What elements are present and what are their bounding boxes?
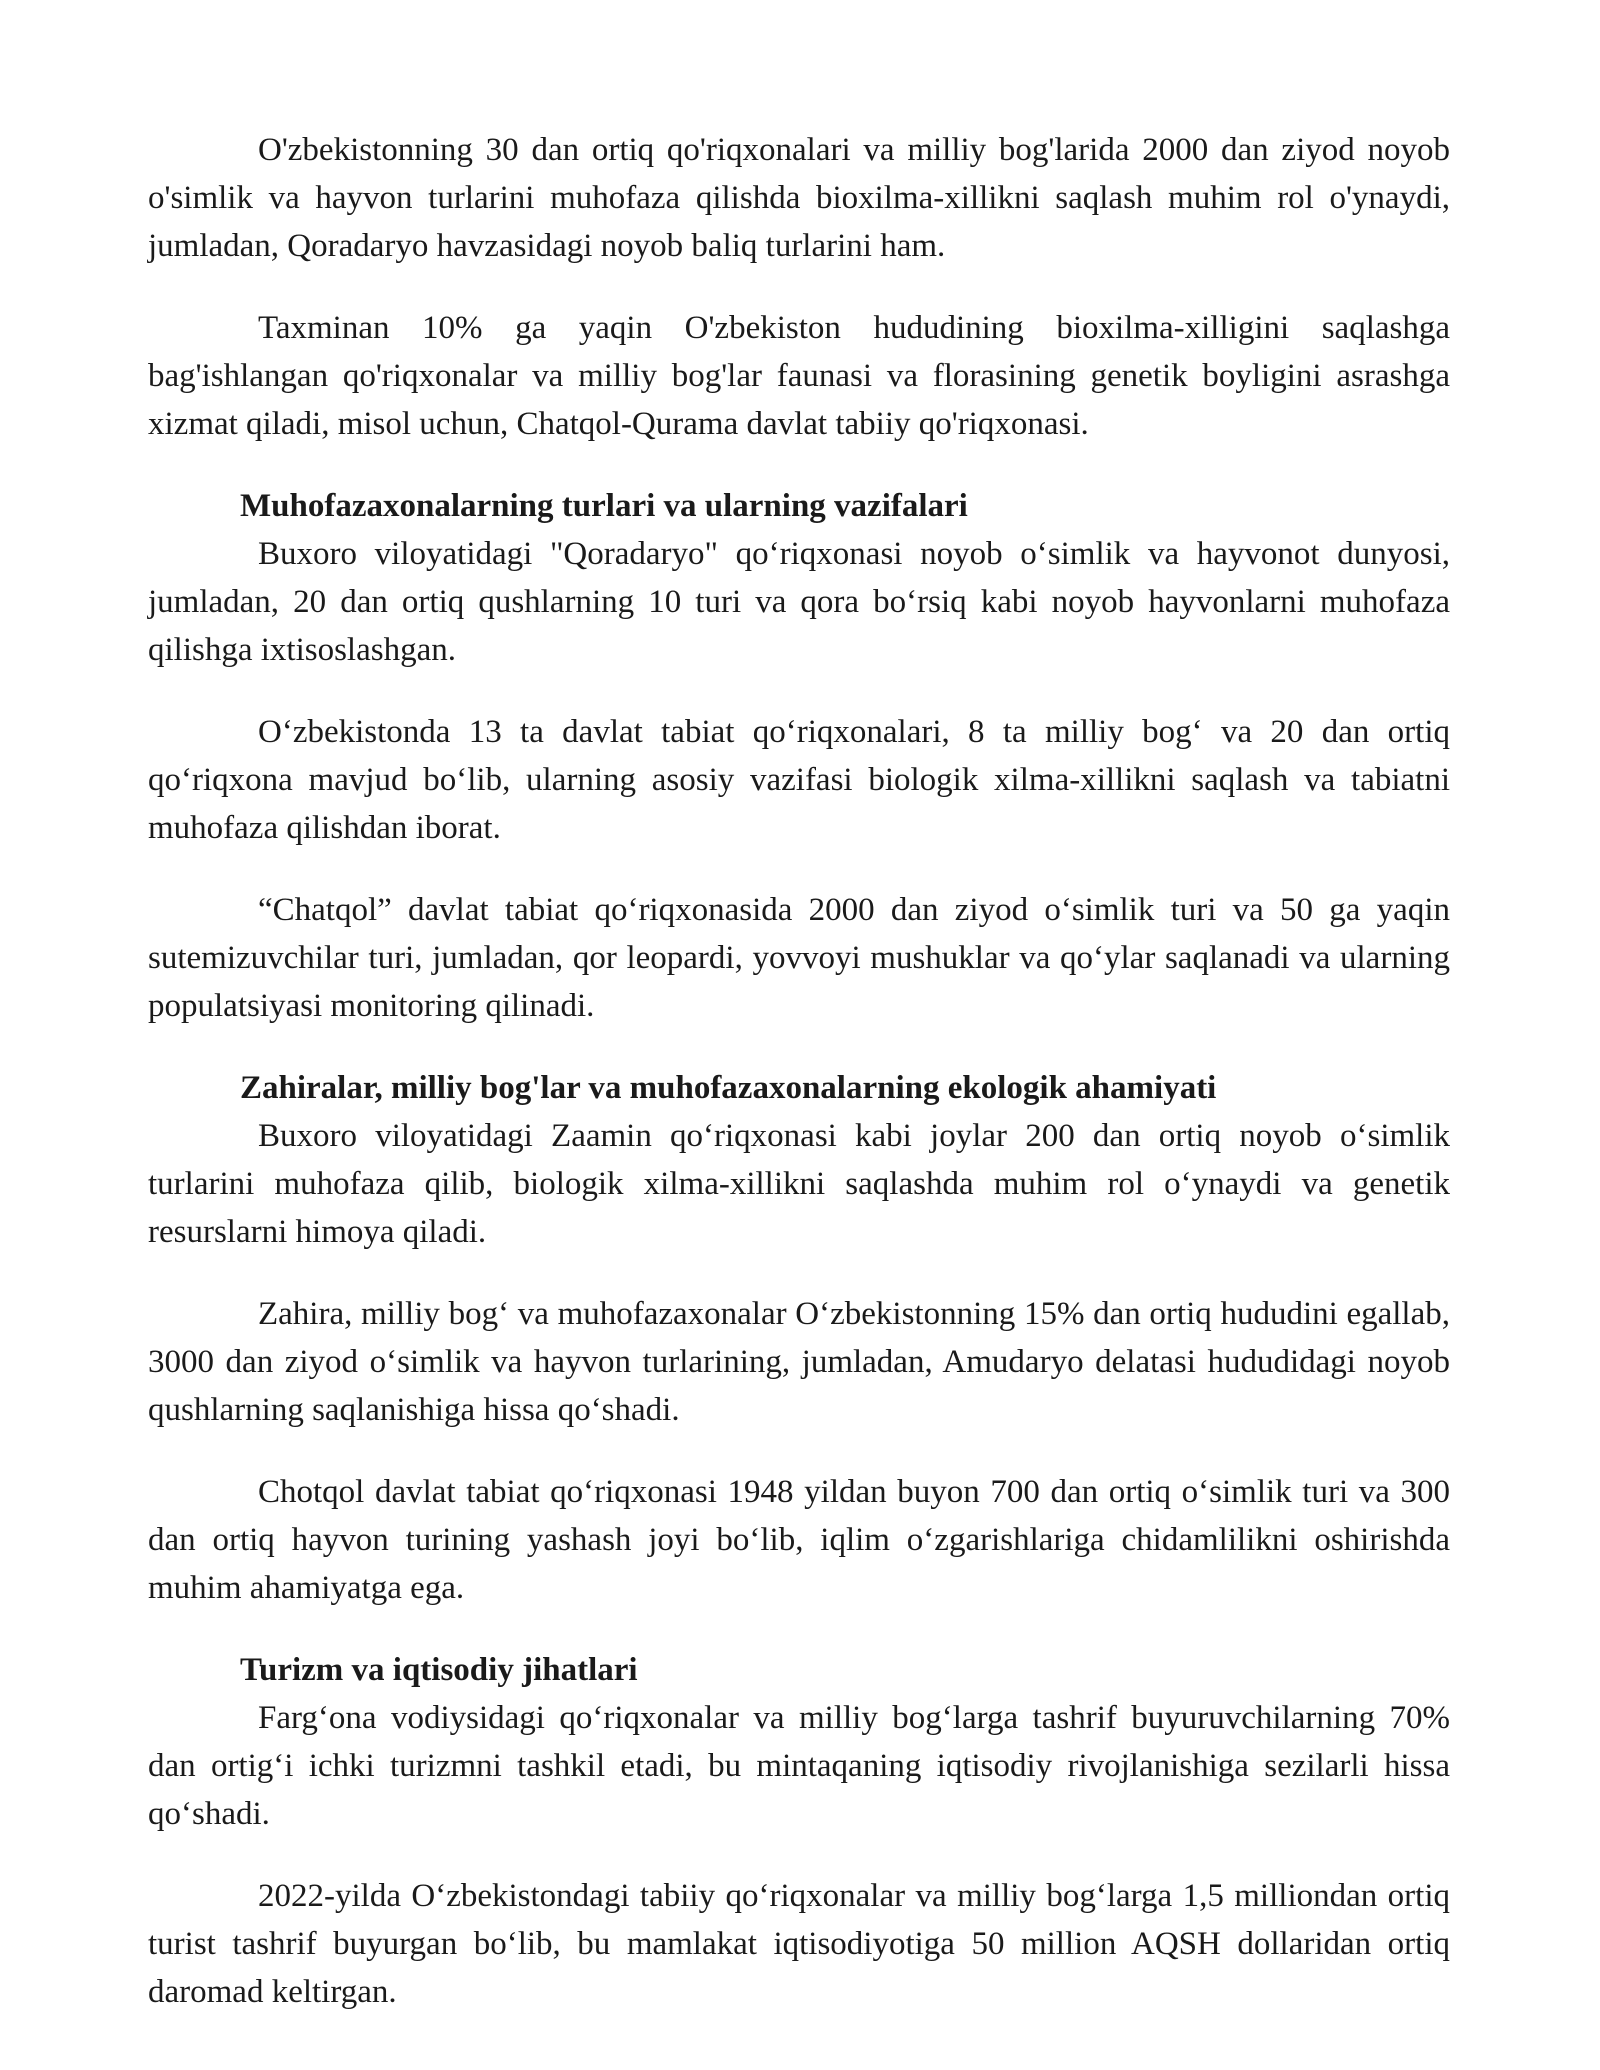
paragraph: Farg‘ona vodiysidagi qo‘riqxonalar va milliy bog‘larga tashrif buyuruvchilarning 70% dan ortig‘i ichki turizmni tashkil etadi, bu mintaqaning iqtisodiy rivojlanishiga sezilarli hissa qo‘shadi.	[148, 1700, 1450, 1832]
paragraph: Taxminan 10% ga yaqin O'zbekiston hududining bioxilma-xilligini saqlashga bag'ishlangan qo'riqxonalar va milliy bog'lar faunasi va florasining genetik boyligini asrashga xizmat qiladi, misol uchun, Chatqol-Qurama davlat tabiiy qo'riqxonasi.	[148, 310, 1450, 442]
paragraph: Buxoro viloyatidagi "Qoradaryo" qo‘riqxonasi noyob o‘simlik va hayvonot dunyosi, jumladan, 20 dan ortiq qushlarning 10 turi va qora bo‘rsiq kabi noyob hayvonlarni muhofaza qilishga ixtisoslashgan.	[148, 536, 1450, 668]
paragraph: Chotqol davlat tabiat qo‘riqxonasi 1948 yildan buyon 700 dan ortiq o‘simlik turi va 300 dan ortiq hayvon turining yashash joyi bo‘lib, iqlim o‘zgarishlariga chidamlilikni oshirishda muhim ahamiyatga ega.	[148, 1474, 1450, 1606]
section-heading: Zahiralar, milliy bog'lar va muhofazaxonalarning ekologik ahamiyati	[240, 1070, 1217, 1106]
paragraph: O'zbekistonning 30 dan ortiq qo'riqxonalari va milliy bog'larida 2000 dan ziyod noyob o'simlik va hayvon turlarini muhofaza qilishda bioxilma-xillikni saqlash muhim rol o'ynaydi, jumladan, Qoradaryo havzasidagi noyob baliq turlarini ham.	[148, 132, 1450, 264]
paragraph: Zahira, milliy bog‘ va muhofazaxonalar O‘zbekistonning 15% dan ortiq hududini egallab, 3000 dan ziyod o‘simlik va hayvon turlarining, jumladan, Amudaryo delatasi hududidagi noyob qushlarning saqlanishiga hissa qo‘shadi.	[148, 1296, 1450, 1428]
section-heading: Muhofazaxonalarning turlari va ularning vazifalari	[240, 488, 968, 524]
section-heading: Turizm va iqtisodiy jihatlari	[240, 1652, 638, 1688]
paragraph: Buxoro viloyatidagi Zaamin qo‘riqxonasi kabi joylar 200 dan ortiq noyob o‘simlik turlarini muhofaza qilib, biologik xilma-xillikni saqlashda muhim rol o‘ynaydi va genetik resurslarni himoya qiladi.	[148, 1118, 1450, 1250]
paragraph: O‘zbekistonda 13 ta davlat tabiat qo‘riqxonalari, 8 ta milliy bog‘ va 20 dan ortiq qo‘riqxona mavjud bo‘lib, ularning asosiy vazifasi biologik xilma-xillikni saqlash va tabiatni muhofaza qilishdan iborat.	[148, 714, 1450, 846]
paragraph: 2022-yilda O‘zbekistondagi tabiiy qo‘riqxonalar va milliy bog‘larga 1,5 milliondan ortiq turist tashrif buyurgan bo‘lib, bu mamlakat iqtisodiyotiga 50 million AQSH dollaridan ortiq daromad keltirgan.	[148, 1878, 1450, 2010]
document-page	[148, 126, 1450, 2050]
paragraph: “Chatqol” davlat tabiat qo‘riqxonasida 2000 dan ziyod o‘simlik turi va 50 ga yaqin sutemizuvchilar turi, jumladan, qor leopardi, yovvoyi mushuklar va qo‘ylar saqlanadi va ularning populatsiyasi monitoring qilinadi.	[148, 892, 1450, 1024]
